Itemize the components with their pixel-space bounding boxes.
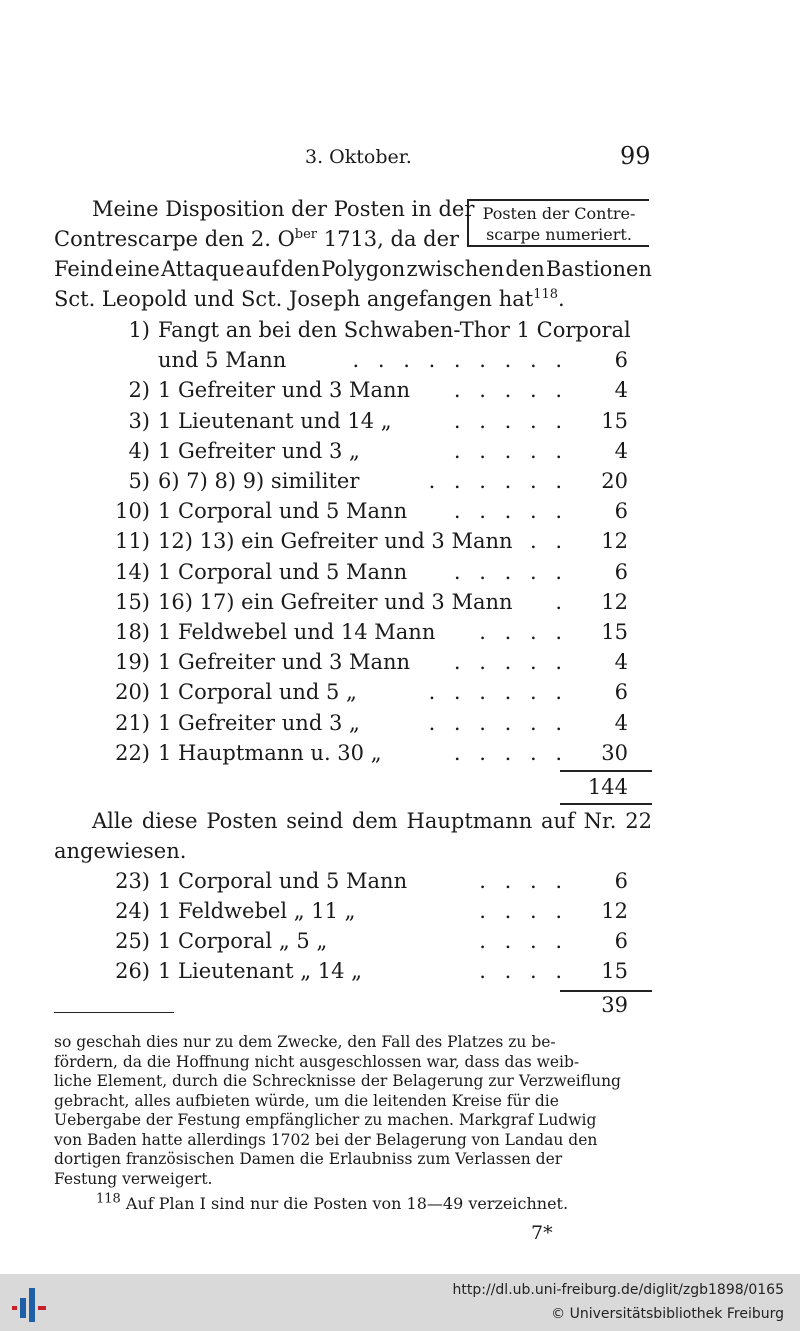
item-text: 1 Lieutenant und 14 „ (158, 408, 392, 433)
leader-dots: . . . . . (453, 378, 568, 403)
item-text: 1 Gefreiter und 3 Mann (158, 650, 411, 675)
item-number: 11) (115, 529, 150, 554)
item-number: 10) (115, 499, 150, 524)
item-number: 5) (128, 469, 150, 493)
paragraph-line: angewiesen. (54, 839, 187, 863)
leader-dots: . . . . (479, 899, 568, 923)
copyright-text: © Universitätsbibliothek Freiburg (551, 1306, 784, 1322)
list-item (0, 738, 800, 768)
item-value: 4 (614, 378, 628, 403)
list-item (0, 647, 800, 677)
list-item (0, 436, 800, 466)
sum-rule (560, 803, 652, 805)
page-header (0, 142, 800, 176)
footnote-line: dortigen französischen Damen die Erlaubniss zum Verlassen der (54, 1150, 563, 1168)
word: Alle (92, 809, 134, 833)
item-text: 1 Gefreiter und 3 „ (158, 438, 360, 463)
item-text: 1 Gefreiter und 3 Mann (158, 378, 411, 403)
list-item (0, 587, 800, 617)
list-item (0, 677, 800, 707)
word: den (280, 257, 321, 281)
list-item (0, 956, 800, 986)
item-number: 15) (115, 589, 150, 614)
item-number: 23) (115, 869, 150, 893)
list-item (0, 708, 800, 738)
intro-text: 1713, da der (317, 227, 460, 251)
margin-note (467, 199, 649, 247)
footnote-continued (54, 1033, 656, 1189)
intro-line: Meine Disposition der Posten in der (92, 197, 475, 221)
leader-dots: . . . . . . . . . (352, 348, 568, 373)
intro-line-justified (54, 254, 652, 284)
digi-logo-icon[interactable] (10, 1284, 50, 1324)
leader-dots: . . . . (479, 869, 568, 893)
intro-line (54, 284, 565, 314)
footnote-line: Festung verweigert. (54, 1169, 213, 1188)
item-text: 16) 17) ein Gefreiter und 3 Mann (158, 589, 513, 614)
leader-dots: . . . . . (453, 408, 568, 433)
word: auf (245, 257, 280, 281)
page-number: 99 (620, 142, 651, 170)
word: Attaque (160, 257, 245, 281)
list-item (0, 466, 800, 496)
leader-dots: . . (529, 529, 568, 554)
footnote-text: Auf Plan I sind nur die Posten von 18—49 verzeichnet. (120, 1194, 569, 1213)
list-item (0, 866, 800, 896)
leader-dots: . (555, 589, 568, 614)
word: Bastionen (545, 257, 652, 281)
item-number: 21) (115, 710, 150, 735)
leader-dots: . . . . . (453, 740, 568, 765)
total-b: 39 (601, 993, 628, 1017)
leader-dots: . . . . . (453, 650, 568, 675)
item-value: 20 (601, 469, 628, 493)
item-text: 1 Lieutenant „ 14 „ (158, 959, 363, 983)
word: Nr. (583, 809, 617, 833)
item-value: 6 (614, 869, 628, 893)
list-item (0, 896, 800, 926)
word: Hauptmann (406, 809, 533, 833)
footnote-118 (96, 1191, 569, 1213)
list-item (0, 617, 800, 647)
item-text: und 5 Mann (158, 348, 287, 373)
item-number: 2) (128, 378, 150, 403)
item-value: 6 (614, 929, 628, 953)
intro-text: Sct. Leopold und Sct. Joseph angefangen hat (54, 287, 534, 311)
item-text: 1 Hauptmann u. 30 „ (158, 740, 382, 765)
leader-dots: . . . . . (453, 499, 568, 524)
item-text: 1 Feldwebel und 14 Mann (158, 620, 436, 644)
item-text: 6) 7) 8) 9) similiter (158, 469, 360, 493)
word: Posten (206, 809, 278, 833)
item-text: 1 Corporal und 5 „ (158, 680, 357, 705)
item-text: Fangt an bei den Schwaben-Thor 1 Corporal (158, 318, 631, 342)
list-item (0, 406, 800, 436)
item-value: 12 (601, 529, 628, 554)
item-value: 15 (601, 959, 628, 983)
footnote-line: von Baden hatte allerdings 1702 bei der Belagerung von Landau den (54, 1130, 598, 1149)
item-text: 1 Corporal und 5 Mann (158, 559, 408, 584)
total-a: 144 (587, 775, 628, 799)
margin-note-line: scarpe numeriert. (486, 225, 632, 244)
footnote-line: liche Element, durch die Schrecknisse der Belagerung zur Verzweiflung (54, 1072, 621, 1090)
item-number: 18) (115, 620, 150, 644)
signature-mark: 7* (531, 1222, 553, 1244)
item-value: 4 (614, 650, 628, 675)
word: zwischen (406, 257, 505, 281)
item-text: 1 Gefreiter und 3 „ (158, 710, 360, 735)
leader-dots: . . . . . (453, 559, 568, 584)
item-text: 1 Feldwebel „ 11 „ (158, 899, 356, 923)
item-value: 30 (601, 740, 628, 765)
leader-dots: . . . . (479, 959, 568, 983)
intro-text: . (558, 287, 565, 311)
footnote-line: so geschah dies nur zu dem Zwecke, den Fall des Platzes zu be- (54, 1033, 556, 1051)
leader-dots: . . . . . . (428, 680, 568, 705)
footnote-ref: 118 (533, 287, 559, 302)
leader-dots: . . . . (479, 620, 568, 644)
source-url-link[interactable]: http://dl.ub.uni-freiburg.de/diglit/zgb1898/0165 (452, 1282, 784, 1298)
item-text: 1 Corporal und 5 Mann (158, 869, 408, 893)
item-value: 12 (601, 589, 628, 614)
item-value: 6 (614, 680, 628, 705)
item-value: 4 (614, 710, 628, 735)
list-item (0, 315, 800, 345)
item-value: 4 (614, 438, 628, 463)
word: auf (541, 809, 575, 833)
list-item (0, 496, 800, 526)
item-number: 20) (115, 680, 150, 705)
item-number: 19) (115, 650, 150, 675)
list-item (0, 375, 800, 405)
intro-text: Contrescarpe den 2. O (54, 227, 295, 251)
list-item-continued (0, 345, 800, 375)
margin-note-line: Posten der Contre- (482, 204, 636, 223)
list-item (0, 926, 800, 956)
leader-dots: . . . . (479, 929, 568, 953)
word: 22 (625, 809, 652, 833)
item-value: 12 (601, 899, 628, 923)
list-item (0, 526, 800, 556)
item-number: 25) (115, 929, 150, 953)
footnote-line: gebracht, alles aufbieten würde, um die leitenden Kreise für die (54, 1091, 559, 1110)
paragraph-line-justified (92, 806, 652, 836)
footnote-marker: 118 (96, 1191, 121, 1207)
word: den (505, 257, 545, 281)
item-value: 6 (614, 559, 628, 584)
item-number: 4) (128, 438, 150, 463)
item-number: 22) (115, 740, 150, 765)
footnote-separator (54, 1012, 174, 1013)
intro-line (54, 224, 459, 254)
item-value: 15 (601, 620, 628, 644)
item-number: 3) (128, 408, 150, 433)
item-value: 15 (601, 408, 628, 433)
item-text: 1 Corporal und 5 Mann (158, 499, 408, 524)
leader-dots: . . . . . . (428, 710, 568, 735)
superscript: ber (294, 227, 318, 242)
word: diese (141, 809, 198, 833)
word: Polygon (321, 257, 406, 281)
list-item (0, 557, 800, 587)
item-number: 14) (115, 559, 150, 584)
footnote-line: Uebergabe der Festung empfänglicher zu machen. Markgraf Ludwig (54, 1111, 597, 1129)
item-value: 6 (614, 348, 628, 373)
item-text: 12) 13) ein Gefreiter und 3 Mann (158, 529, 513, 554)
footer-bar (0, 1274, 800, 1331)
footnote-line: fördern, da die Hoffnung nicht ausgeschlossen war, dass das weib- (54, 1052, 580, 1071)
item-value: 6 (614, 499, 628, 524)
item-number: 26) (115, 959, 150, 983)
word: Feind (54, 257, 114, 281)
word: dem (351, 809, 398, 833)
word: seind (286, 809, 344, 833)
leader-dots: . . . . . (453, 438, 568, 463)
item-number: 24) (115, 899, 150, 923)
running-head: 3. Oktober. (305, 146, 412, 168)
item-number: 1) (128, 318, 150, 342)
word: eine (114, 257, 160, 281)
item-text: 1 Corporal „ 5 „ (158, 929, 328, 953)
leader-dots: . . . . . . (428, 469, 568, 493)
